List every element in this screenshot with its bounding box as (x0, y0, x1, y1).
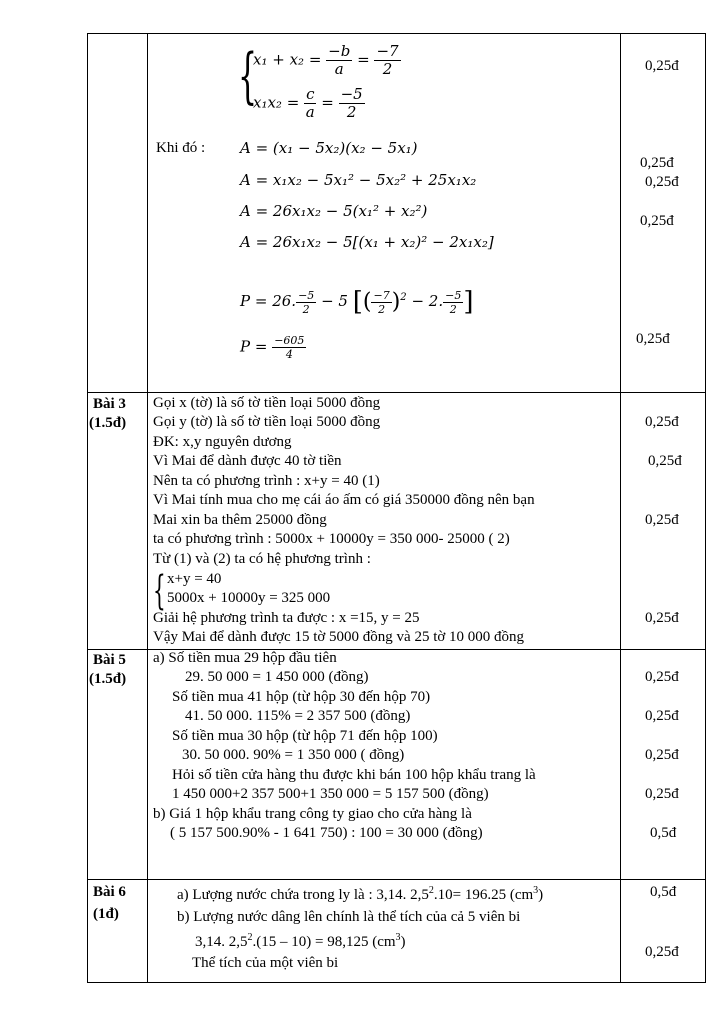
score: 0,25đ (645, 786, 679, 802)
problem-points: (1.5đ) (89, 671, 127, 687)
score: 0,25đ (645, 708, 679, 724)
score: 0,25đ (645, 58, 679, 74)
solution-line: x+y = 40 (167, 571, 222, 587)
solution-line: a) Số tiền mua 29 hộp đầu tiên (153, 650, 337, 666)
solution-line: Từ (1) và (2) ta có hệ phương trình : (153, 551, 371, 567)
system-eq-sum: x₁ + x₂ = $\frac{-b}{a}$ = $\frac{-7}{2}$ (253, 42, 399, 78)
score: 0,25đ (645, 669, 679, 685)
problem-label: Bài 3 (93, 396, 126, 412)
solution-line: 29. 50 000 = 1 450 000 (đồng) (185, 669, 369, 685)
equation-a-4: A = 26x₁x₂ − 5[(x₁ + x₂)² − 2x₁x₂] (240, 233, 494, 251)
solution-line: Mai xin ba thêm 25000 đồng (153, 512, 327, 528)
table-col-divider-1 (147, 33, 148, 983)
score: 0,25đ (640, 155, 674, 171)
table-border-left (87, 33, 88, 983)
score: 0,25đ (636, 331, 670, 347)
solution-line: b) Lượng nước dâng lên chính là thể tích của cả 5 viên bi (177, 909, 521, 925)
solution-line: Vì Mai tính mua cho mẹ cái áo ấm có giá 350000 đồng nên bạn (153, 492, 535, 508)
equation-a-3: A = 26x₁x₂ − 5(x₁² + x₂²) (240, 202, 428, 220)
solution-line: Giải hệ phương trình ta được : x =15, y = 25 (153, 610, 420, 626)
solution-line: Nên ta có phương trình : x+y = 40 (1) (153, 473, 380, 489)
score: 0,25đ (645, 174, 679, 190)
table-col-divider-2 (620, 33, 621, 983)
equation-a-2: A = x₁x₂ − 5x₁² − 5x₂² + 25x₁x₂ (240, 171, 477, 189)
score: 0,25đ (645, 512, 679, 528)
solution-line: 41. 50 000. 115% = 2 357 500 (đồng) (185, 708, 411, 724)
table-border-top (87, 33, 706, 34)
problem-points: (1.5đ) (89, 415, 127, 431)
score: 0,25đ (640, 213, 674, 229)
score: 0,25đ (648, 453, 682, 469)
solution-line: ( 5 157 500.90% - 1 641 750) : 100 = 30 000 (đồng) (170, 825, 483, 841)
solution-line: Hỏi số tiền cửa hàng thu được khi bán 100 hộp khẩu trang là (172, 767, 536, 783)
solution-line: Thể tích của một viên bi (192, 955, 339, 971)
solution-line: b) Giá 1 hộp khẩu trang công ty giao cho cửa hàng là (153, 806, 472, 822)
problem-points: (1đ) (93, 906, 119, 922)
problem-label: Bài 6 (93, 884, 126, 900)
score: 0,25đ (645, 610, 679, 626)
solution-line: Vì Mai để dành được 40 tờ tiền (153, 453, 342, 469)
system-eq-product: x₁x₂ = $\frac{c}{a}$ = $\frac{-5}{2}$ (253, 85, 363, 121)
solution-line: ta có phương trình : 5000x + 10000y = 350 000- 25000 ( 2) (153, 531, 510, 547)
equation-p-2: P = $\frac{-605}{4}$ (240, 334, 305, 361)
solution-line: a) Lượng nước chứa trong ly là : 3,14. $2,5^2.10= 196.25$ $(cm^3)$ (177, 885, 544, 903)
score: 0,5đ (650, 825, 677, 841)
table-border-right (705, 33, 706, 983)
solution-line: 3,14. $2,5^2.(15 - 10) = 98,125$ $(cm^3)$ (195, 932, 406, 950)
system-brace: { (238, 41, 258, 111)
system-brace: { (153, 568, 166, 614)
solution-line: 1 450 000+2 357 500+1 350 000 = 5 157 500 (đồng) (172, 786, 489, 802)
solution-line: 30. 50 000. 90% = 1 350 000 ( đồng) (182, 747, 405, 763)
score: 0,25đ (645, 747, 679, 763)
khi-do-label: Khi đó : (156, 140, 206, 156)
solution-line: Gọi x (tờ) là số tờ tiền loại 5000 đồng (153, 395, 381, 411)
equation-p-1: P = 26. $\frac{-5}{2}$ − 5 [( $\frac{-7}{2}$ )$^2$ − 2. $\frac{-5}{2}$ ] (240, 287, 474, 317)
solution-line: Vậy Mai để dành được 15 tờ 5000 đồng và 25 tờ 10 000 đồng (153, 629, 525, 645)
equation-a-1: A = (x₁ − 5x₂)(x₂ − 5x₁) (240, 139, 418, 157)
problem-label: Bài 5 (93, 652, 126, 668)
solution-line: Số tiền mua 30 hộp (từ hộp 71 đến hộp 100) (172, 728, 438, 744)
row-divider-1 (87, 392, 706, 393)
score: 0,25đ (645, 944, 679, 960)
table-border-bottom (87, 982, 706, 983)
row-divider-3 (87, 879, 706, 880)
score: 0,25đ (645, 414, 679, 430)
score: 0,5đ (650, 884, 677, 900)
solution-line: Gọi y (tờ) là số tờ tiền loại 5000 đồng (153, 414, 381, 430)
solution-line: Số tiền mua 41 hộp (từ hộp 30 đến hộp 70) (172, 689, 431, 705)
solution-line: 5000x + 10000y = 325 000 (167, 590, 331, 606)
solution-line: ĐK: x,y nguyên dương (153, 434, 292, 450)
